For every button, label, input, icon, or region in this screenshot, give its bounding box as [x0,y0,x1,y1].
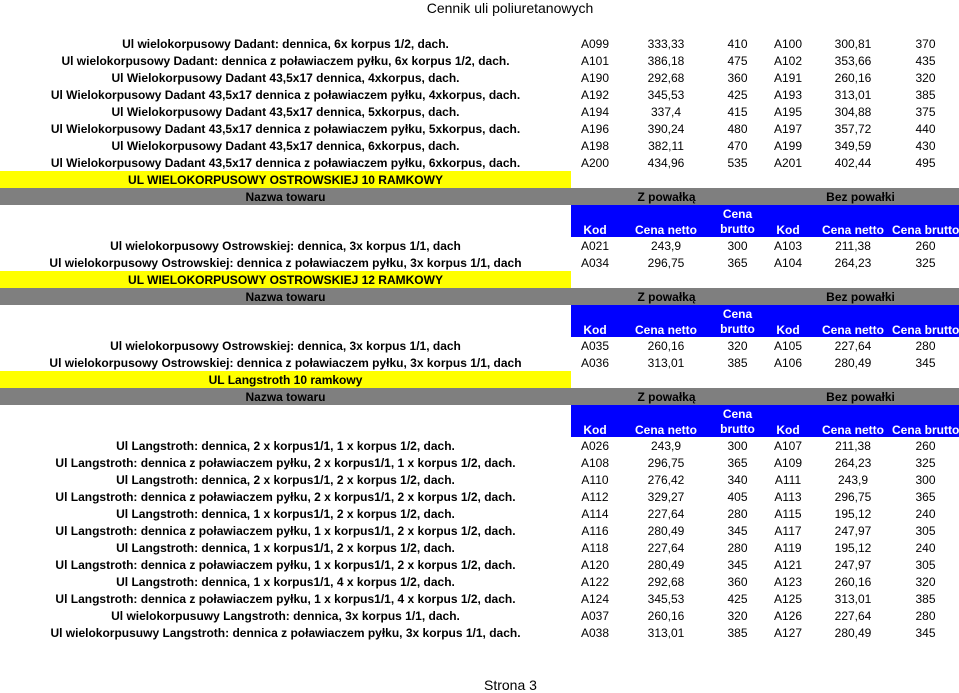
section-title-spacer [571,271,959,288]
gross-price-without-lid: 495 [915,155,936,170]
product-name: Ul wielokorpusowy Dadant: dennica z poławiaczem pyłku, 6x korpus 1/2, dach. [61,53,510,68]
product-name: Ul wielokorpusuwy Langstroth: dennica, 3x korpus 1/1, dach. [111,608,460,623]
net-price-without-lid: 260,16 [834,70,872,85]
price-list-table [0,35,959,641]
gross-price-with-lid: 535 [727,155,748,170]
net-price-without-lid: 296,75 [834,489,872,504]
code-with-lid: A108 [580,455,610,470]
page-number: Strona 3 [484,677,537,693]
code-header: Kod [571,405,619,437]
gross-price-with-lid: 365 [727,455,748,470]
code-with-lid: A034 [580,255,610,270]
product-name: Ul Wielokorpusowy Dadant 43,5x17 dennica z poławiaczem pyłku, 4xkorpus, dach. [50,87,521,102]
product-row [0,154,959,171]
gross-price-without-lid: 325 [915,255,936,270]
gross-price-without-lid: 435 [915,53,936,68]
net-price-without-lid: 195,12 [834,540,872,555]
product-row [0,103,959,120]
net-price-without-lid: 195,12 [834,506,872,521]
gross-price-with-lid: 470 [727,138,748,153]
column-group-header [0,388,959,405]
code-with-lid: A099 [580,36,610,51]
gross-price-header: Cena brutto [713,305,762,337]
net-price-header: Cena netto [814,305,892,337]
net-price-with-lid: 227,64 [647,506,685,521]
code-with-lid: A026 [580,438,610,453]
gross-price-header: Cena brutto [713,405,762,437]
without-lid-header: Bez powałki [762,288,959,305]
gross-price-without-lid: 345 [915,625,936,640]
gross-price-without-lid: 370 [915,36,936,51]
code-with-lid: A021 [580,238,610,253]
net-price-without-lid: 227,64 [834,338,872,353]
gross-price-with-lid: 300 [727,438,748,453]
net-price-with-lid: 296,75 [647,255,685,270]
gross-price-with-lid: 340 [727,472,748,487]
code-with-lid: A120 [580,557,610,572]
product-row [0,52,959,69]
product-row [0,522,959,539]
product-row [0,35,959,52]
product-name: Ul Langstroth: dennica z poławiaczem pyłku, 2 x korpus1/1, 2 x korpus 1/2, dach. [55,489,516,504]
gross-price-without-lid: 260 [915,238,936,253]
net-price-with-lid: 243,9 [650,238,682,253]
product-name: Ul Wielokorpusowy Dadant 43,5x17 dennica z poławiaczem pyłku, 6xkorpus, dach. [50,155,521,170]
net-price-with-lid: 390,24 [647,121,685,136]
gross-price-with-lid: 410 [727,36,748,51]
gross-price-with-lid: 360 [727,70,748,85]
code-without-lid: A107 [773,438,803,453]
net-price-without-lid: 313,01 [834,87,872,102]
net-price-with-lid: 329,27 [647,489,685,504]
product-name: Ul Wielokorpusowy Dadant 43,5x17 dennica, 4xkorpus, dach. [111,70,460,85]
gross-price-without-lid: 325 [915,455,936,470]
product-name: Ul Langstroth: dennica, 1 x korpus1/1, 4 x korpus 1/2, dach. [116,574,455,589]
net-price-header: Cena netto [619,305,713,337]
product-row [0,354,959,371]
gross-price-without-lid: 345 [915,355,936,370]
code-with-lid: A122 [580,574,610,589]
code-without-lid: A104 [773,255,803,270]
code-header: Kod [571,305,619,337]
gross-price-with-lid: 345 [727,523,748,538]
product-name-header: Nazwa towaru [0,288,571,305]
code-without-lid: A106 [773,355,803,370]
gross-price-with-lid: 425 [727,87,748,102]
product-row [0,488,959,505]
gross-price-without-lid: 385 [915,591,936,606]
product-name: Ul Wielokorpusowy Dadant 43,5x17 dennica, 6xkorpus, dach. [111,138,460,153]
code-without-lid: A193 [773,87,803,102]
page-title: Cennik uli poliuretanowych [426,0,594,16]
product-name-header: Nazwa towaru [0,188,571,205]
code-without-lid: A105 [773,338,803,353]
product-name: Ul wielokorpusowy Ostrowskiej: dennica z poławiaczem pyłku, 3x korpus 1/1, dach [49,255,522,270]
column-header-row [0,305,959,337]
gross-price-without-lid: 305 [915,557,936,572]
product-name: Ul Langstroth: dennica z poławiaczem pyłku, 2 x korpus1/1, 1 x korpus 1/2, dach. [55,455,516,470]
column-group-header [0,288,959,305]
code-with-lid: A124 [580,591,610,606]
section-title-row [0,371,959,388]
code-without-lid: A117 [774,523,802,538]
product-name: Ul Langstroth: dennica z poławiaczem pyłku, 1 x korpus1/1, 2 x korpus 1/2, dach. [55,557,516,572]
net-price-without-lid: 313,01 [834,591,872,606]
net-price-without-lid: 243,9 [837,472,869,487]
net-price-header: Cena netto [814,405,892,437]
net-price-without-lid: 300,81 [834,36,872,51]
product-name: Ul Wielokorpusowy Dadant 43,5x17 dennica, 5xkorpus, dach. [111,104,460,119]
gross-price-without-lid: 260 [915,438,936,453]
product-name: Ul Wielokorpusowy Dadant 43,5x17 dennica z poławiaczem pyłku, 5xkorpus, dach. [50,121,521,136]
net-price-without-lid: 260,16 [834,574,872,589]
code-with-lid: A101 [580,53,610,68]
product-row [0,607,959,624]
net-price-without-lid: 211,38 [835,438,871,453]
code-with-lid: A116 [581,523,609,538]
code-with-lid: A110 [581,472,609,487]
product-name-header: Nazwa towaru [0,388,571,405]
gross-price-header: Cena brutto [892,405,959,437]
section-title-spacer [571,371,959,388]
code-header: Kod [762,305,814,337]
net-price-with-lid: 313,01 [647,355,685,370]
section-title-row [0,271,959,288]
product-name: Ul wielokorpusowy Ostrowskiej: dennica z poławiaczem pyłku, 3x korpus 1/1, dach [49,355,522,370]
net-price-with-lid: 243,9 [650,438,682,453]
net-price-with-lid: 382,11 [648,138,684,153]
column-group-header [0,188,959,205]
net-price-without-lid: 353,66 [834,53,872,68]
code-without-lid: A201 [773,155,803,170]
product-row [0,454,959,471]
net-price-with-lid: 280,49 [647,557,685,572]
product-name: Ul wielokorpusowy Dadant: dennica, 6x korpus 1/2, dach. [122,36,449,51]
net-price-without-lid: 402,44 [834,155,872,170]
code-with-lid: A114 [581,506,609,521]
code-without-lid: A191 [773,70,803,85]
gross-price-with-lid: 345 [727,557,748,572]
section-title: UL WIELOKORPUSOWY OSTROWSKIEJ 10 RAMKOWY [0,171,571,188]
code-with-lid: A118 [581,540,609,555]
code-with-lid: A200 [580,155,610,170]
gross-price-with-lid: 280 [727,540,748,555]
gross-price-header: Cena brutto [892,205,959,237]
gross-price-with-lid: 415 [727,104,748,119]
gross-price-with-lid: 405 [727,489,748,504]
net-price-with-lid: 345,53 [647,591,685,606]
gross-price-without-lid: 375 [915,104,936,119]
code-with-lid: A037 [580,608,610,623]
net-price-header: Cena netto [814,205,892,237]
net-price-with-lid: 227,64 [647,540,685,555]
net-price-with-lid: 260,16 [647,338,685,353]
column-header-row [0,405,959,437]
code-with-lid: A194 [580,104,610,119]
gross-price-without-lid: 430 [915,138,936,153]
with-lid-header: Z powałką [571,188,762,205]
net-price-with-lid: 276,42 [647,472,685,487]
net-price-without-lid: 211,38 [835,238,871,253]
gross-price-with-lid: 320 [727,608,748,623]
product-row [0,624,959,641]
net-price-without-lid: 280,49 [834,625,872,640]
gross-price-without-lid: 320 [915,574,936,589]
code-without-lid: A103 [773,238,803,253]
gross-price-without-lid: 280 [915,608,936,623]
product-row [0,86,959,103]
net-price-without-lid: 264,23 [834,455,872,470]
without-lid-header: Bez powałki [762,388,959,405]
code-header: Kod [571,205,619,237]
product-row [0,237,959,254]
net-price-header: Cena netto [619,405,713,437]
net-price-with-lid: 296,75 [647,455,685,470]
product-name: Ul Langstroth: dennica, 2 x korpus1/1, 2 x korpus 1/2, dach. [116,472,455,487]
net-price-without-lid: 280,49 [834,355,872,370]
product-row [0,505,959,522]
net-price-without-lid: 247,97 [834,523,872,538]
code-header: Kod [762,405,814,437]
gross-price-without-lid: 365 [915,489,936,504]
product-name: Ul wielokorpusuwy Langstroth: dennica z poławiaczem pyłku, 3x korpus 1/1, dach. [50,625,521,640]
gross-price-with-lid: 475 [727,53,748,68]
code-without-lid: A126 [773,608,803,623]
product-row [0,69,959,86]
net-price-with-lid: 345,53 [647,87,685,102]
code-without-lid: A199 [773,138,803,153]
code-with-lid: A196 [580,121,610,136]
section-title-spacer [571,171,959,188]
column-header-spacer [0,305,571,337]
net-price-with-lid: 292,68 [647,70,685,85]
code-with-lid: A112 [581,489,609,504]
code-with-lid: A192 [580,87,610,102]
product-row [0,573,959,590]
code-without-lid: A123 [773,574,803,589]
net-price-without-lid: 247,97 [834,557,872,572]
code-header: Kod [762,205,814,237]
net-price-without-lid: 227,64 [834,608,872,623]
with-lid-header: Z powałką [571,388,762,405]
net-price-header: Cena netto [619,205,713,237]
product-name: Ul Langstroth: dennica, 1 x korpus1/1, 2 x korpus 1/2, dach. [116,506,455,521]
net-price-with-lid: 313,01 [647,625,685,640]
gross-price-without-lid: 240 [915,506,936,521]
gross-price-without-lid: 240 [915,540,936,555]
column-header-row [0,205,959,237]
with-lid-header: Z powałką [571,288,762,305]
gross-price-with-lid: 385 [727,625,748,640]
code-with-lid: A036 [580,355,610,370]
gross-price-without-lid: 440 [915,121,936,136]
net-price-with-lid: 434,96 [647,155,685,170]
section-title: UL WIELOKORPUSOWY OSTROWSKIEJ 12 RAMKOWY [0,271,571,288]
code-without-lid: A109 [773,455,803,470]
product-row [0,337,959,354]
gross-price-with-lid: 360 [727,574,748,589]
gross-price-without-lid: 385 [915,87,936,102]
gross-price-with-lid: 365 [727,255,748,270]
gross-price-header: Cena brutto [713,205,762,237]
net-price-with-lid: 333,33 [647,36,685,51]
net-price-without-lid: 304,88 [834,104,872,119]
net-price-with-lid: 292,68 [647,574,685,589]
code-without-lid: A115 [774,506,802,521]
net-price-with-lid: 337,4 [650,104,682,119]
product-row [0,556,959,573]
column-header-spacer [0,205,571,237]
gross-price-header: Cena brutto [892,305,959,337]
code-without-lid: A127 [773,625,803,640]
product-row [0,137,959,154]
net-price-without-lid: 349,59 [834,138,872,153]
gross-price-without-lid: 280 [915,338,936,353]
gross-price-without-lid: 305 [915,523,936,538]
gross-price-with-lid: 280 [727,506,748,521]
net-price-with-lid: 280,49 [647,523,685,538]
gross-price-with-lid: 480 [727,121,748,136]
product-name: Ul Langstroth: dennica z poławiaczem pyłku, 1 x korpus1/1, 4 x korpus 1/2, dach. [55,591,516,606]
code-without-lid: A121 [773,557,803,572]
product-row [0,254,959,271]
code-without-lid: A100 [773,36,803,51]
gross-price-with-lid: 425 [727,591,748,606]
net-price-with-lid: 260,16 [647,608,685,623]
net-price-with-lid: 386,18 [647,53,685,68]
gross-price-with-lid: 320 [727,338,748,353]
code-without-lid: A195 [773,104,803,119]
net-price-without-lid: 264,23 [834,255,872,270]
section-title: UL Langstroth 10 ramkowy [0,371,571,388]
product-name: Ul Langstroth: dennica, 1 x korpus1/1, 2 x korpus 1/2, dach. [116,540,455,555]
code-without-lid: A119 [774,540,802,555]
section-title-row [0,171,959,188]
code-with-lid: A035 [580,338,610,353]
gross-price-without-lid: 300 [915,472,936,487]
code-without-lid: A197 [773,121,803,136]
without-lid-header: Bez powałki [762,188,959,205]
product-name: Ul wielokorpusowy Ostrowskiej: dennica, 3x korpus 1/1, dach [110,338,461,353]
product-name: Ul wielokorpusowy Ostrowskiej: dennica, 3x korpus 1/1, dach [110,238,461,253]
product-row [0,590,959,607]
code-with-lid: A198 [580,138,610,153]
code-without-lid: A111 [774,472,802,487]
product-row [0,120,959,137]
product-row [0,437,959,454]
code-without-lid: A102 [773,53,803,68]
net-price-without-lid: 357,72 [834,121,872,136]
code-without-lid: A113 [774,489,802,504]
column-header-spacer [0,405,571,437]
product-row [0,471,959,488]
product-name: Ul Langstroth: dennica, 2 x korpus1/1, 1 x korpus 1/2, dach. [116,438,455,453]
gross-price-with-lid: 300 [727,238,748,253]
code-with-lid: A190 [580,70,610,85]
code-with-lid: A038 [580,625,610,640]
code-without-lid: A125 [773,591,803,606]
gross-price-with-lid: 385 [727,355,748,370]
product-name: Ul Langstroth: dennica z poławiaczem pyłku, 1 x korpus1/1, 2 x korpus 1/2, dach. [55,523,516,538]
gross-price-without-lid: 320 [915,70,936,85]
product-row [0,539,959,556]
